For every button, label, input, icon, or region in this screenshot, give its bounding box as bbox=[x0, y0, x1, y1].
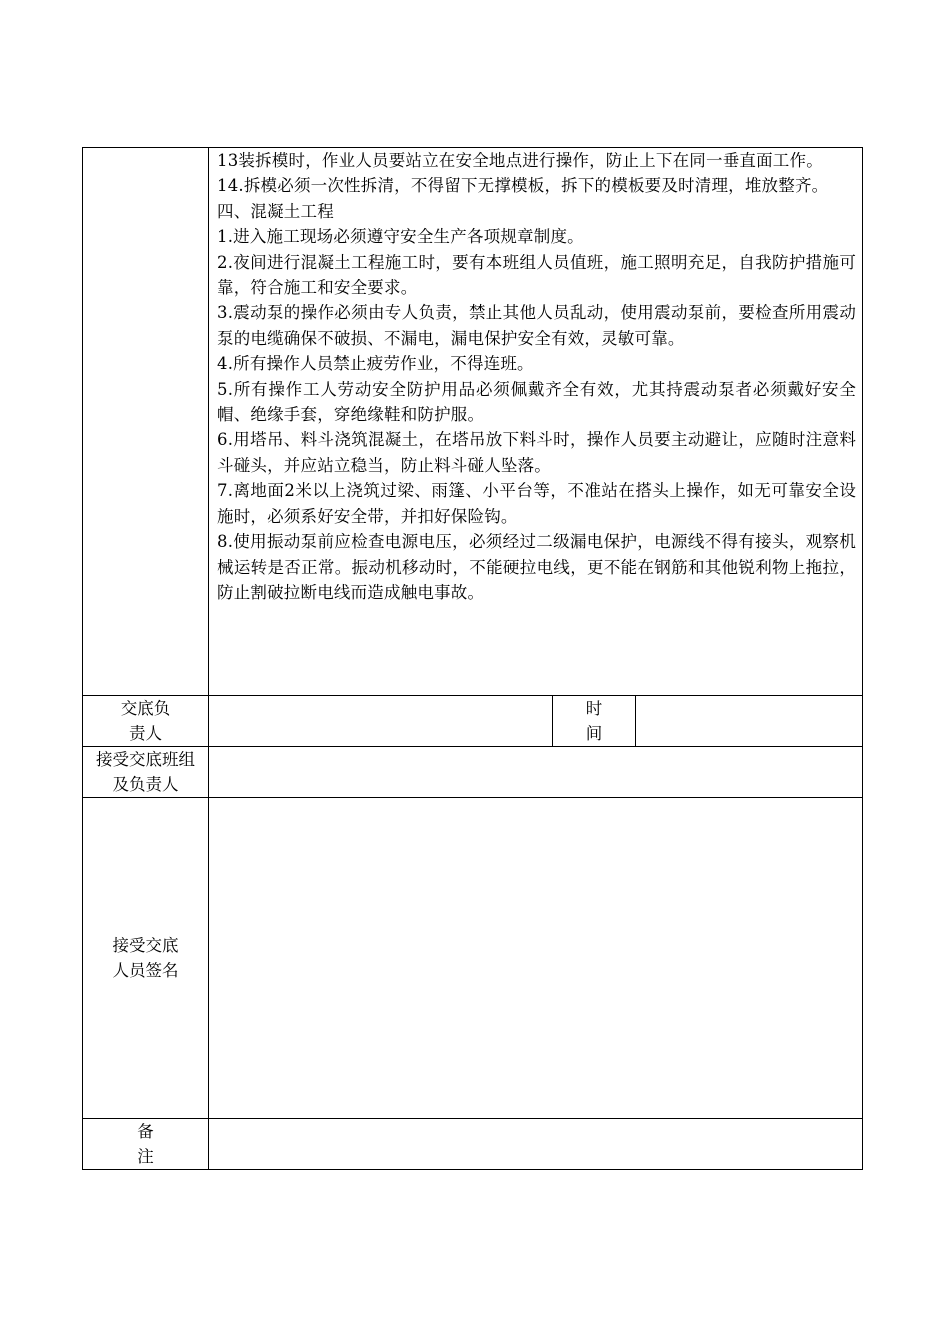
team-label-cell bbox=[83, 747, 209, 798]
responsible-value-cell[interactable] bbox=[209, 696, 553, 747]
signature-row bbox=[83, 798, 863, 1119]
content-label-cell bbox=[83, 148, 209, 696]
content-item: 1.进入施工现场必须遵守安全生产各项规章制度。 bbox=[217, 227, 584, 247]
remarks-value-cell[interactable] bbox=[209, 1119, 863, 1170]
signature-label: 接受交底人员签名 bbox=[112, 936, 179, 980]
content-item: 3.震动泵的操作必须由专人负责，禁止其他人员乱动，使用震动泵前，要检查所用震动泵的电缆确保不破损、不漏电，漏电保护安全有效，灵敏可靠。 bbox=[217, 303, 857, 348]
remarks-label: 备注 bbox=[137, 1122, 154, 1166]
team-label: 接受交底班组及负责人 bbox=[96, 750, 195, 794]
content-item: 14.拆模必须一次性拆清，不得留下无撑模板，拆下的模板要及时清理，堆放整齐。 bbox=[217, 176, 829, 196]
time-value-cell[interactable] bbox=[636, 696, 863, 747]
content-item: 4.所有操作人员禁止疲劳作业，不得连班。 bbox=[217, 354, 534, 374]
signature-label-cell bbox=[83, 798, 209, 1119]
remarks-row bbox=[83, 1119, 863, 1170]
content-item: 13装拆模时，作业人员要站立在安全地点进行操作，防止上下在同一垂直面工作。 bbox=[217, 151, 823, 170]
content-item: 7.离地面2米以上浇筑过梁、雨篷、小平台等，不准站在搭头上操作，如无可靠安全设施时，必须系好安全带，并扣好保险钩。 bbox=[217, 481, 857, 526]
time-label: 时间 bbox=[585, 699, 603, 743]
content-item: 5.所有操作工人劳动安全防护用品必须佩戴齐全有效，尤其持震动泵者必须戴好安全帽、绝缘手套，穿绝缘鞋和防护服。 bbox=[217, 379, 857, 425]
team-value-cell[interactable] bbox=[209, 747, 863, 798]
content-item: 8.使用振动泵前应检查电源电压，必须经过二级漏电保护，电源线不得有接头，观察机械运转是否正常。振动机移动时，不能硬拉电线，更不能在钢筋和其他锐利物上拖拉，防止割破拉断电线而造成触电事故。 bbox=[217, 532, 857, 602]
content-item: 6.用塔吊、料斗浇筑混凝土，在塔吊放下料斗时，操作人员要主动避让，应随时注意料斗碰头，并应站立稳当，防止料斗碰人坠落。 bbox=[217, 430, 857, 475]
responsible-row bbox=[83, 696, 863, 747]
section-heading: 四、混凝土工程 bbox=[217, 201, 334, 221]
responsible-label: 交底负责人 bbox=[120, 699, 171, 743]
signature-value-cell[interactable] bbox=[209, 798, 863, 1119]
responsible-label-cell bbox=[83, 696, 209, 747]
content-row bbox=[83, 148, 863, 696]
content-cell bbox=[209, 148, 863, 696]
time-label-cell bbox=[553, 696, 636, 747]
disclosure-table bbox=[82, 147, 863, 1170]
remarks-label-cell bbox=[83, 1119, 209, 1170]
content-item: 2.夜间进行混凝土工程施工时，要有本班组人员值班，施工照明充足，自我防护措施可靠，符合施工和安全要求。 bbox=[217, 252, 857, 298]
team-row bbox=[83, 747, 863, 798]
